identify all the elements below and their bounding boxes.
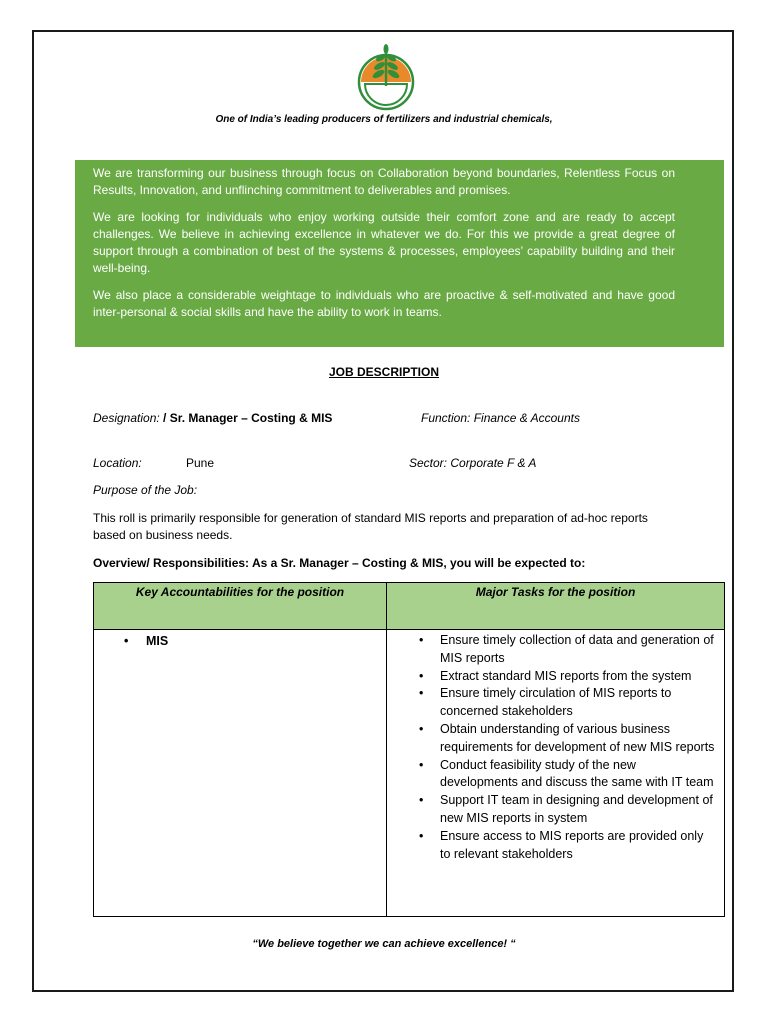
col-key-accountabilities-header: Key Accountabilities for the position <box>94 583 387 630</box>
job-description-title: JOB DESCRIPTION <box>328 365 439 379</box>
location-value: Pune <box>186 456 215 470</box>
bullet-icon: • <box>419 721 424 736</box>
bullet-icon: • <box>419 686 424 701</box>
footer-quote: “We believe together we can achieve excellence! “ <box>252 938 516 950</box>
company-tagline: One of India’s leading producers of fertilizers and industrial chemicals, <box>215 114 553 125</box>
task-text: Ensure access to MIS reports are provided only to relevant stakeholders <box>440 828 704 861</box>
intro-box <box>75 160 724 347</box>
designation-label: Designation: <box>93 411 160 425</box>
accountabilities-list <box>94 633 386 651</box>
accountabilities-cell <box>94 630 387 917</box>
list-item <box>387 757 724 793</box>
list-item <box>387 668 724 686</box>
bullet-icon: • <box>419 828 424 843</box>
list-item <box>387 721 724 757</box>
table-header-row <box>94 583 725 630</box>
task-text: Extract standard MIS reports from the system <box>440 668 692 683</box>
intro-paragraph: We are looking for individuals who enjoy working outside their comfort zone and are ready to accept challenges. We believe in achieving excellence in whatever we do. For this we provide a great degree of support through a combination of best of the systems & processes, employees’ capability building and their well-being. <box>93 210 675 275</box>
task-text: Obtain understanding of various business requirements for development of new MIS reports <box>440 721 715 754</box>
location-label: Location: <box>93 456 142 470</box>
task-text: Ensure timely collection of data and generation of MIS reports <box>440 633 714 665</box>
bullet-icon: • <box>419 668 424 683</box>
purpose-text: This roll is primarily responsible for generation of standard MIS reports and preparation of ad-hoc reports based on business needs. <box>93 511 648 542</box>
task-text: Ensure timely circulation of MIS reports to concerned stakeholders <box>440 686 672 719</box>
designation-row <box>93 411 332 425</box>
bullet-icon: • <box>419 793 424 808</box>
list-item <box>94 633 386 651</box>
overview-heading: Overview/ Responsibilities: As a Sr. Manager – Costing & MIS, you will be expected to: <box>93 556 586 570</box>
task-text: Support IT team in designing and development of new MIS reports in system <box>440 793 713 825</box>
tasks-list <box>387 632 724 863</box>
designation-value: / Sr. Manager – Costing & MIS <box>159 411 333 425</box>
list-item <box>387 828 724 864</box>
tasks-cell <box>387 630 725 917</box>
intro-paragraph: We also place a considerable weightage to individuals who are proactive & self-motivated and have good inter-personal & social skills and have the ability to work in teams. <box>93 288 675 319</box>
intro-paragraph: We are transforming our business through focus on Collaboration beyond boundaries, Relentless Focus on Results, Innovation, and unflinching commitment to deliverables and promises. <box>93 166 675 197</box>
list-item <box>387 632 724 668</box>
sector-text: Sector: Corporate F & A <box>409 456 537 470</box>
col-major-tasks-header: Major Tasks for the position <box>387 583 725 630</box>
table-row <box>94 630 725 917</box>
list-item <box>387 792 724 828</box>
function-text: Function: Finance & Accounts <box>421 411 580 425</box>
bullet-icon: • <box>419 633 424 647</box>
accountability-text: MIS <box>146 634 169 648</box>
list-item <box>387 685 724 721</box>
responsibilities-table <box>93 582 725 917</box>
bullet-icon: • <box>419 757 424 772</box>
task-text: Conduct feasibility study of the new developments and discuss the same with IT team <box>440 757 714 790</box>
bullet-icon: • <box>124 634 129 648</box>
company-logo <box>356 42 416 112</box>
purpose-label: Purpose of the Job: <box>93 483 198 497</box>
